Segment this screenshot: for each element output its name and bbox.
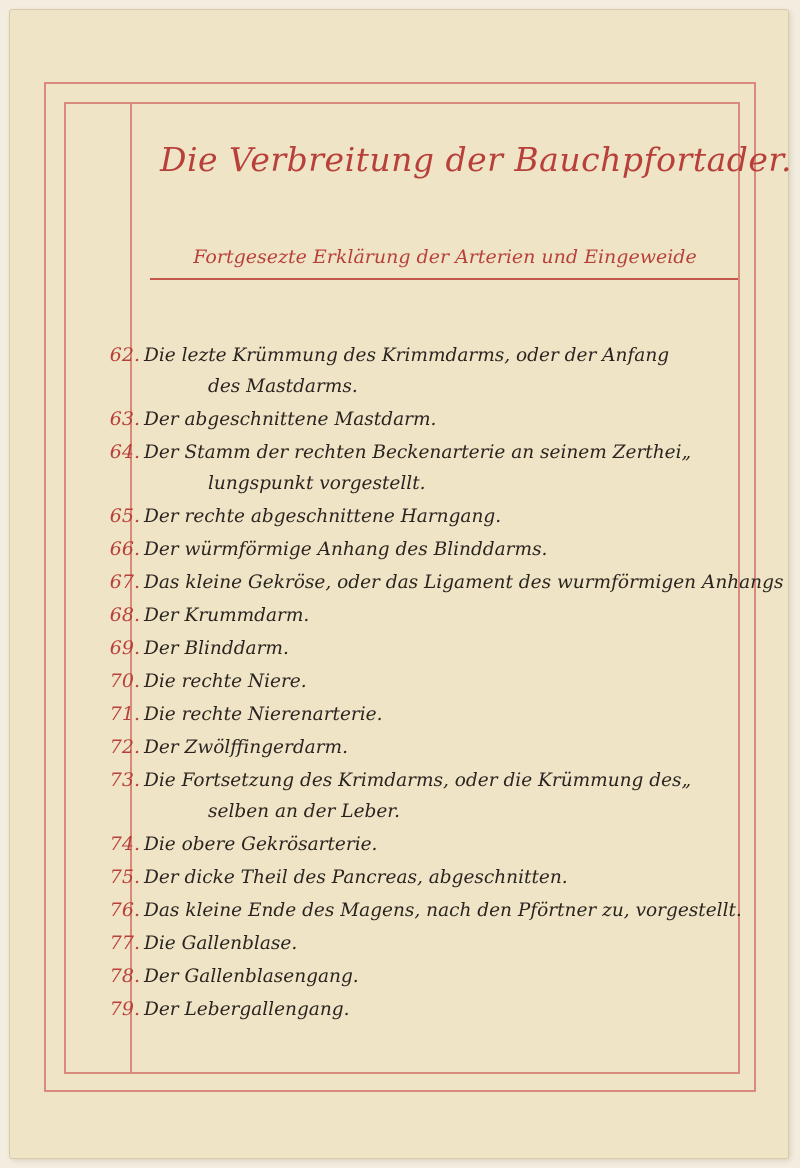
entry-text: Der rechte abgeschnittene Harngang. — [144, 506, 502, 527]
list-item — [78, 666, 758, 697]
entry-number: 69. — [109, 637, 140, 659]
entry-text: Das kleine Gekröse, oder das Ligament des wurmförmigen Anhangs — [144, 572, 784, 593]
entry-number: 72. — [109, 736, 140, 758]
entry-number: 64. — [109, 441, 140, 463]
list-item — [78, 699, 758, 730]
entry-number: 67. — [109, 571, 140, 593]
list-item — [78, 765, 758, 827]
list-item — [78, 732, 758, 763]
entry-number: 62. — [109, 344, 140, 366]
list-item — [78, 600, 758, 631]
entry-number: 78. — [109, 965, 140, 987]
entry-text: Das kleine Ende des Magens, nach den Pförtner zu, vorgestellt. — [144, 900, 742, 921]
list-item — [78, 340, 758, 402]
entry-text: Der Blinddarm. — [144, 638, 289, 659]
entry-number: 65. — [109, 505, 140, 527]
entry-text: Der Lebergallengang. — [144, 999, 350, 1020]
list-item — [78, 501, 758, 532]
list-item — [78, 633, 758, 664]
entry-number: 71. — [109, 703, 140, 725]
entry-text: Die lezte Krümmung des Krimmdarms, oder der Anfang — [144, 345, 670, 366]
entry-text: Die rechte Nierenarterie. — [144, 704, 383, 725]
page-subtitle: Fortgesezte Erklärung der Arterien und Eingeweide — [193, 246, 697, 268]
list-item — [78, 928, 758, 959]
entry-text: Der würmförmige Anhang des Blinddarms. — [144, 539, 548, 560]
entry-list — [78, 340, 784, 1027]
entry-text-continuation: des Mastdarms. — [208, 376, 358, 397]
entry-text: Der Gallenblasengang. — [144, 966, 359, 987]
entry-number: 76. — [109, 899, 140, 921]
list-item — [78, 895, 758, 926]
entry-number: 75. — [109, 866, 140, 888]
entry-text: Die rechte Niere. — [144, 671, 307, 692]
entry-number: 63. — [109, 408, 140, 430]
entry-text-continuation: lungspunkt vorgestellt. — [208, 473, 426, 494]
entry-number: 79. — [109, 998, 140, 1020]
list-item — [78, 961, 758, 992]
entry-number: 74. — [109, 833, 140, 855]
list-item — [78, 534, 758, 565]
entry-number: 66. — [109, 538, 140, 560]
list-item — [78, 437, 758, 499]
entry-text: Der Zwölffingerdarm. — [144, 737, 348, 758]
entry-number: 68. — [109, 604, 140, 626]
subtitle-underline — [150, 278, 738, 280]
entry-text: Die Gallenblase. — [144, 933, 298, 954]
entry-number: 70. — [109, 670, 140, 692]
page-title: Die Verbreitung der Bauchpfortader. — [160, 140, 793, 179]
entry-text-continuation: selben an der Leber. — [208, 801, 401, 822]
list-item — [78, 862, 758, 893]
list-item — [78, 404, 758, 435]
entry-text: Die Fortsetzung des Krimdarms, oder die Krümmung des„ — [144, 770, 692, 791]
entry-text: Die obere Gekrösarterie. — [144, 834, 378, 855]
list-item — [78, 829, 758, 860]
entry-text: Der Krummdarm. — [144, 605, 310, 626]
list-item — [78, 567, 784, 598]
entry-number: 77. — [109, 932, 140, 954]
entry-text: Der dicke Theil des Pancreas, abgeschnitten. — [144, 867, 568, 888]
manuscript-page — [10, 10, 793, 1158]
entry-text: Der Stamm der rechten Beckenarterie an seinem Zerthei„ — [144, 442, 692, 463]
entry-number: 73. — [109, 769, 140, 791]
list-item — [78, 994, 758, 1025]
entry-text: Der abgeschnittene Mastdarm. — [144, 409, 437, 430]
